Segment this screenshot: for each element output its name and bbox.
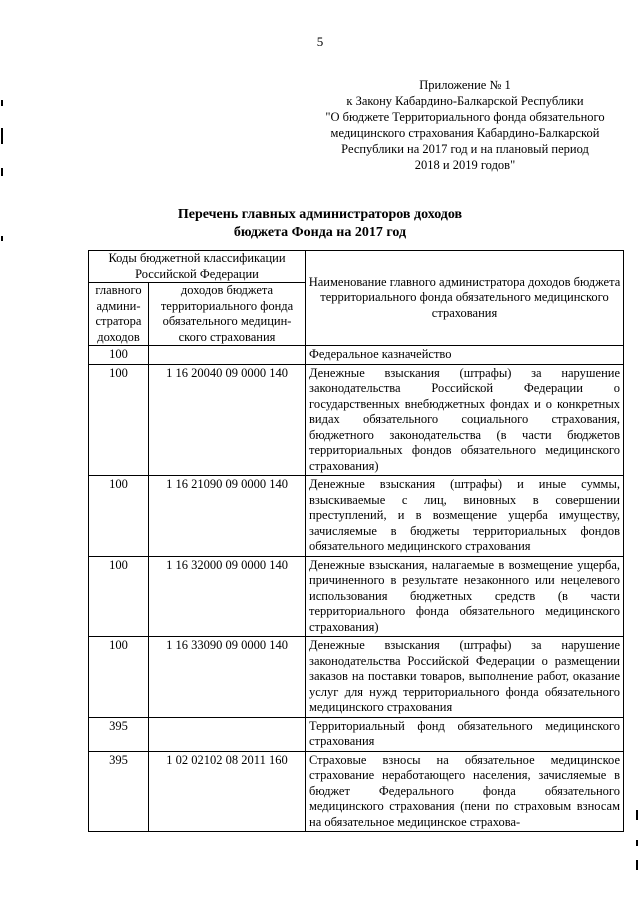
appendix-line: Приложение № 1 (419, 78, 511, 92)
revenue-code-cell: 1 16 21090 09 0000 140 (149, 476, 306, 557)
title-line: бюджета Фонда на 2017 год (233, 225, 407, 240)
header-revenue: доходов бюджета территориального фонда обязательного медицин-ского страхования (149, 283, 306, 346)
appendix-line: "О бюджете Территориального фонда обязательного (325, 110, 605, 124)
admin-code-cell: 100 (89, 556, 149, 637)
left-edge-scan-marks (0, 0, 8, 905)
table-row (89, 476, 624, 557)
name-cell: Федеральное казначейство (306, 346, 624, 365)
name-cell: Денежные взыскания (штрафы) за нарушение законодательства Российской Федерации о размещении заказов на поставки товаров, выполнение работ, оказание услуг для нужд территориального фонда обязательного медицинского страхования (306, 637, 624, 718)
admin-code-cell: 100 (89, 364, 149, 476)
table-header-row (89, 251, 624, 283)
revenue-administrators-table (88, 250, 624, 832)
name-cell: Денежные взыскания, налагаемые в возмещение ущерба, причиненного в результате незаконного или нецелевого использования бюджетных средств (в части территориального фонда обязательного медицинского страхования) (306, 556, 624, 637)
table-row (89, 346, 624, 365)
revenue-code-cell: 1 16 33090 09 0000 140 (149, 637, 306, 718)
revenue-code-cell: 1 16 20040 09 0000 140 (149, 364, 306, 476)
appendix-block (300, 77, 630, 173)
table-row (89, 637, 624, 718)
document-title (0, 206, 640, 242)
table-row (89, 364, 624, 476)
appendix-line: к Закону Кабардино-Балкарской Республики (346, 94, 584, 108)
name-cell: Страховые взносы на обязательное медицинское страхование неработающего населения, зачисляемые в бюджет Федерального фонда обязательного медицинского страхования (пени по страховым взносам на обязательное медицинское страхова- (306, 751, 624, 832)
name-cell: Денежные взыскания (штрафы) и иные суммы, взыскиваемые с лиц, виновных в совершении преступлений, и в возмещение ущерба имуществу, зачисляемые в бюджеты территориальных фондов обязательного медицинского страхования (306, 476, 624, 557)
admin-code-cell: 100 (89, 476, 149, 557)
header-admin: главного админи-стратора доходов (89, 283, 149, 346)
name-cell: Денежные взыскания (штрафы) за нарушение законодательства Российской Федерации о государственных внебюджетных фондах и о конкретных видах обязательного социального страхования, бюджетного законодательства (в части бюджетов территориальных фондов обязательного медицинского страхования) (306, 364, 624, 476)
right-edge-scan-marks (632, 0, 640, 905)
revenue-code-cell: 1 16 32000 09 0000 140 (149, 556, 306, 637)
appendix-line: Республики на 2017 год и на плановый период (341, 142, 589, 156)
table-row (89, 717, 624, 751)
appendix-line: 2018 и 2019 годов" (414, 158, 516, 172)
title-line: Перечень главных администраторов доходов (177, 207, 463, 222)
header-codes-group: Коды бюджетной классификации Российской Федерации (89, 251, 306, 283)
admin-code-cell: 100 (89, 637, 149, 718)
table-row (89, 556, 624, 637)
appendix-line: медицинского страхования Кабардино-Балкарской (330, 126, 600, 140)
revenue-code-cell (149, 346, 306, 365)
table-row (89, 751, 624, 832)
header-name: Наименование главного администратора доходов бюджета территориального фонда обязательного медицинского страхования (306, 251, 624, 346)
admin-code-cell: 100 (89, 346, 149, 365)
revenue-code-cell: 1 02 02102 08 2011 160 (149, 751, 306, 832)
name-cell: Территориальный фонд обязательного медицинского страхования (306, 717, 624, 751)
admin-code-cell: 395 (89, 717, 149, 751)
revenue-code-cell (149, 717, 306, 751)
page-number: 5 (316, 34, 324, 49)
admin-code-cell: 395 (89, 751, 149, 832)
